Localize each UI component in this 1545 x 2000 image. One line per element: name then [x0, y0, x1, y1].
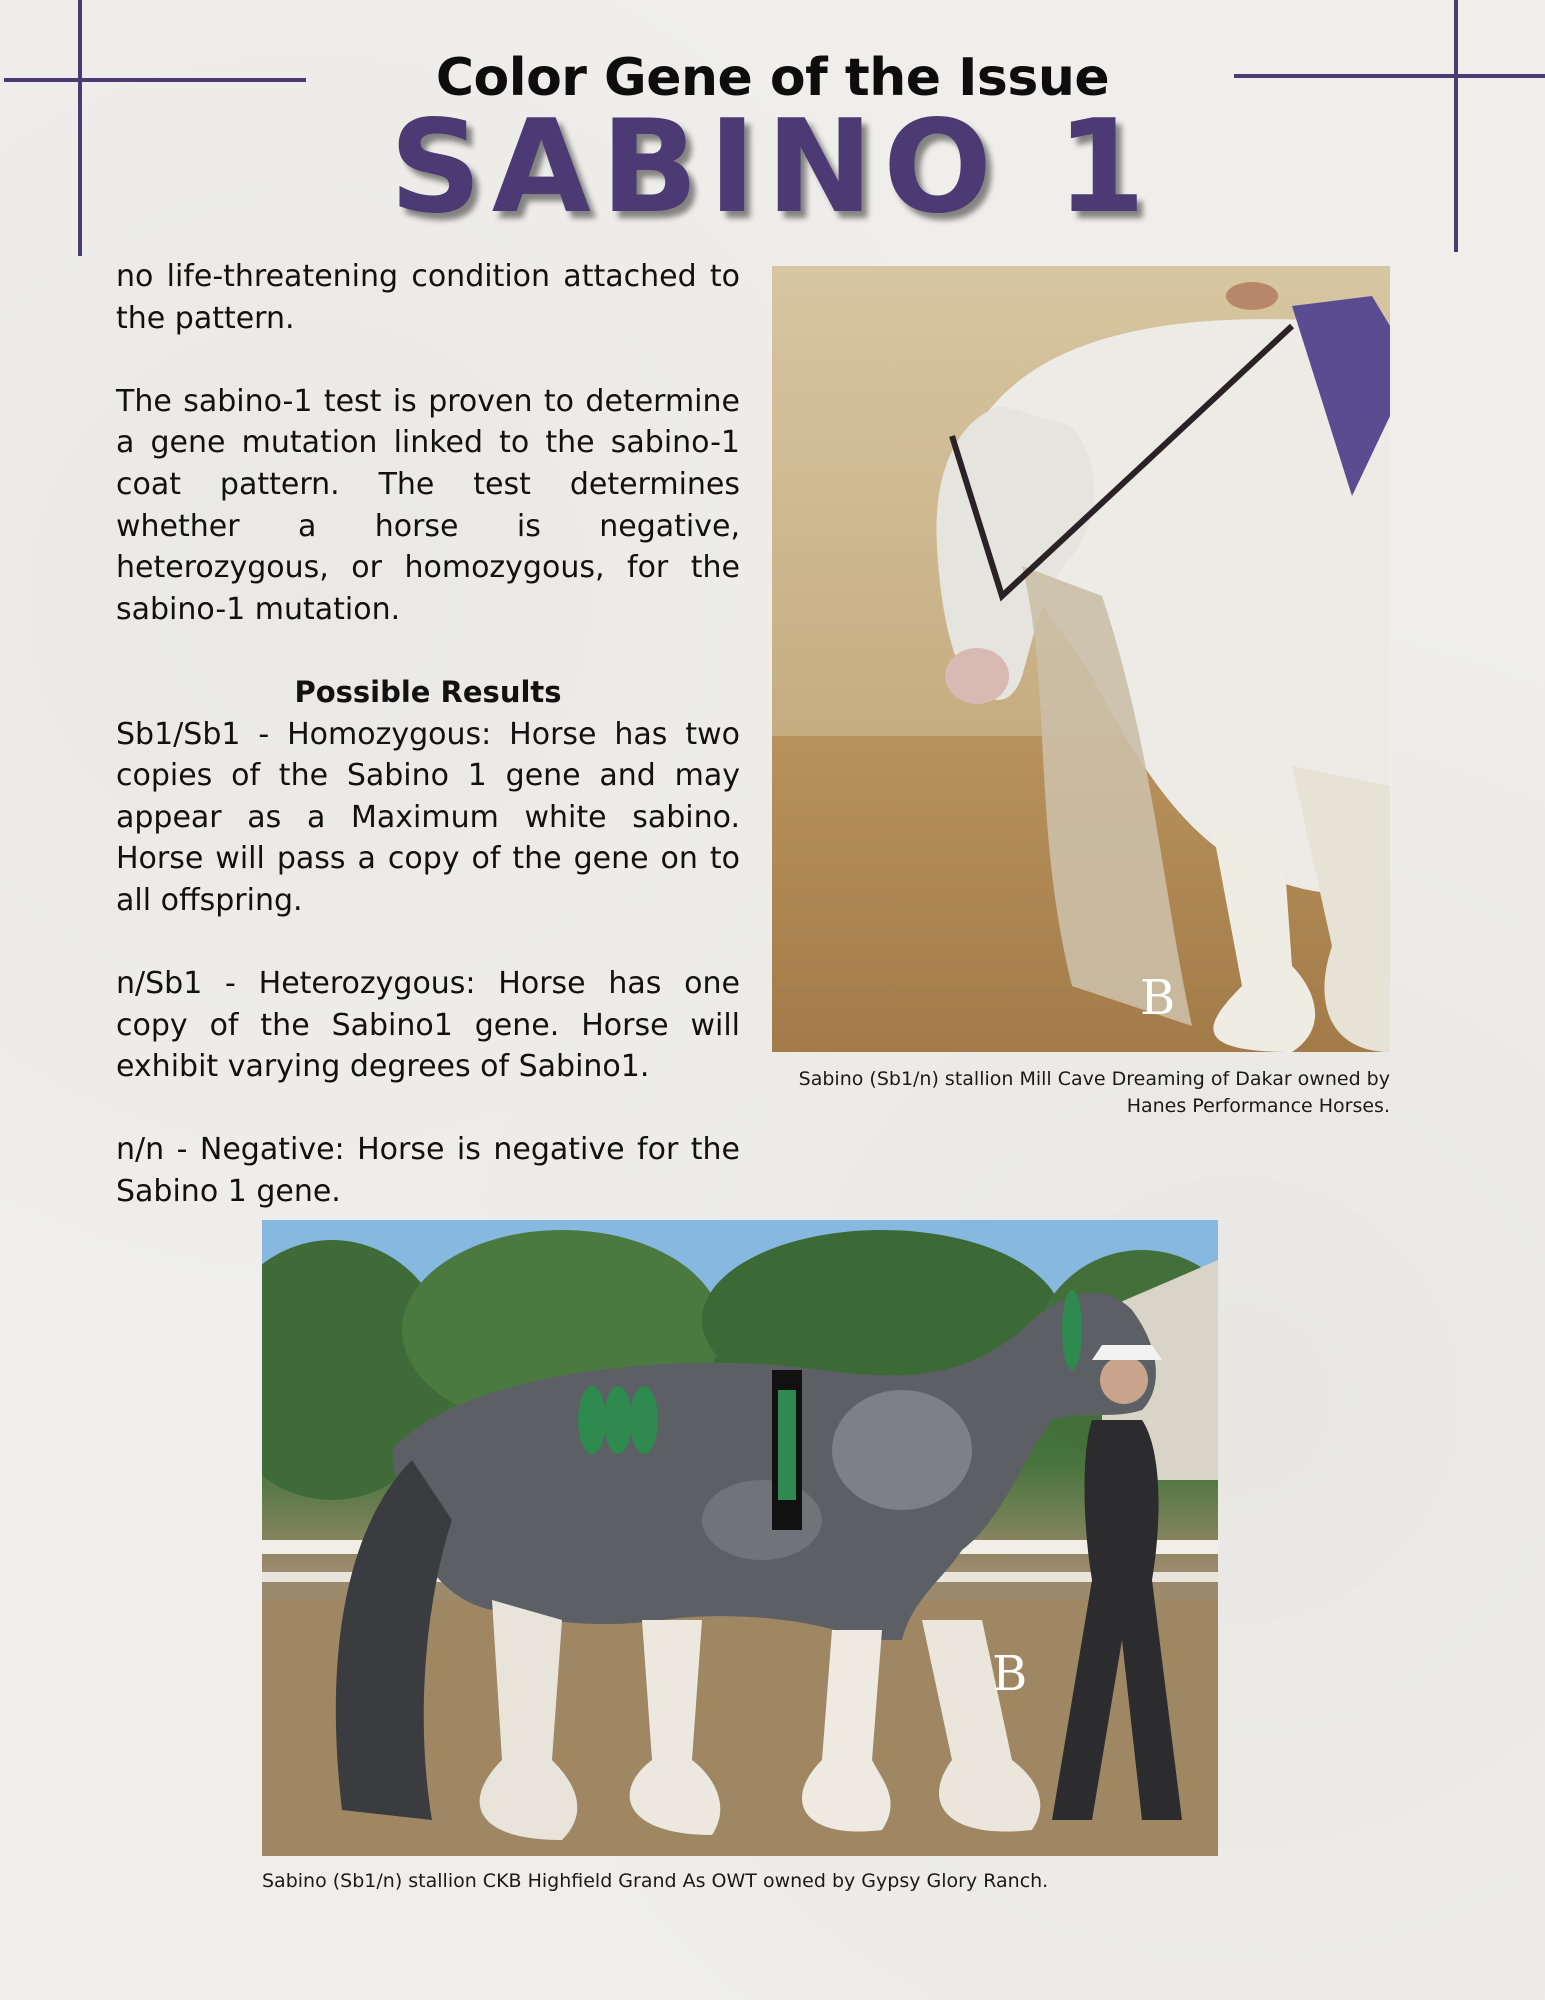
photo2-watermark: B — [992, 1646, 1028, 1702]
result-negative: n/n - Negative: Horse is negative for the Sabino 1 gene. — [116, 1132, 740, 1210]
result-homozygous: Sb1/Sb1 - Homozygous: Horse has two copies of the Sabino 1 gene and may appear as a Maximum white sabino. Horse will pass a copy of the gene on to all offspring. — [116, 716, 740, 918]
paragraph-continuation: no life-threatening condition attached to the pattern. — [116, 259, 740, 336]
photo-grey-sabino-stallion — [262, 1220, 1218, 1856]
result-heterozygous: n/Sb1 - Heterozygous: Horse has one copy of the Sabino1 gene. Horse will exhibit varying degrees of Sabino1. — [116, 966, 740, 1085]
section-kicker: Color Gene of the Issue — [435, 48, 1110, 108]
grey-horse-illustration — [262, 1220, 1218, 1856]
page-title: SABINO 1 — [389, 93, 1156, 242]
white-horse-illustration — [772, 266, 1390, 1052]
paragraph-test-description: The sabino-1 test is proven to determine a gene mutation linked to the sabino-1 coat pattern. The test determines whether a horse is negative, heterozygous, or homozygous, for the sabino-1 mutation. — [116, 383, 740, 627]
results-heading: Possible Results — [294, 674, 562, 709]
photo-white-sabino-stallion — [772, 266, 1390, 1052]
photo1-caption: Sabino (Sb1/n) stallion Mill Cave Dreaming of Dakar owned by Hanes Performance Horses. — [798, 1068, 1390, 1117]
article-body — [116, 256, 740, 1213]
photo1-watermark: B — [1140, 970, 1176, 1026]
photo2-caption: Sabino (Sb1/n) stallion CKB Highfield Grand As OWT owned by Gypsy Glory Ranch. — [262, 1870, 1049, 1892]
